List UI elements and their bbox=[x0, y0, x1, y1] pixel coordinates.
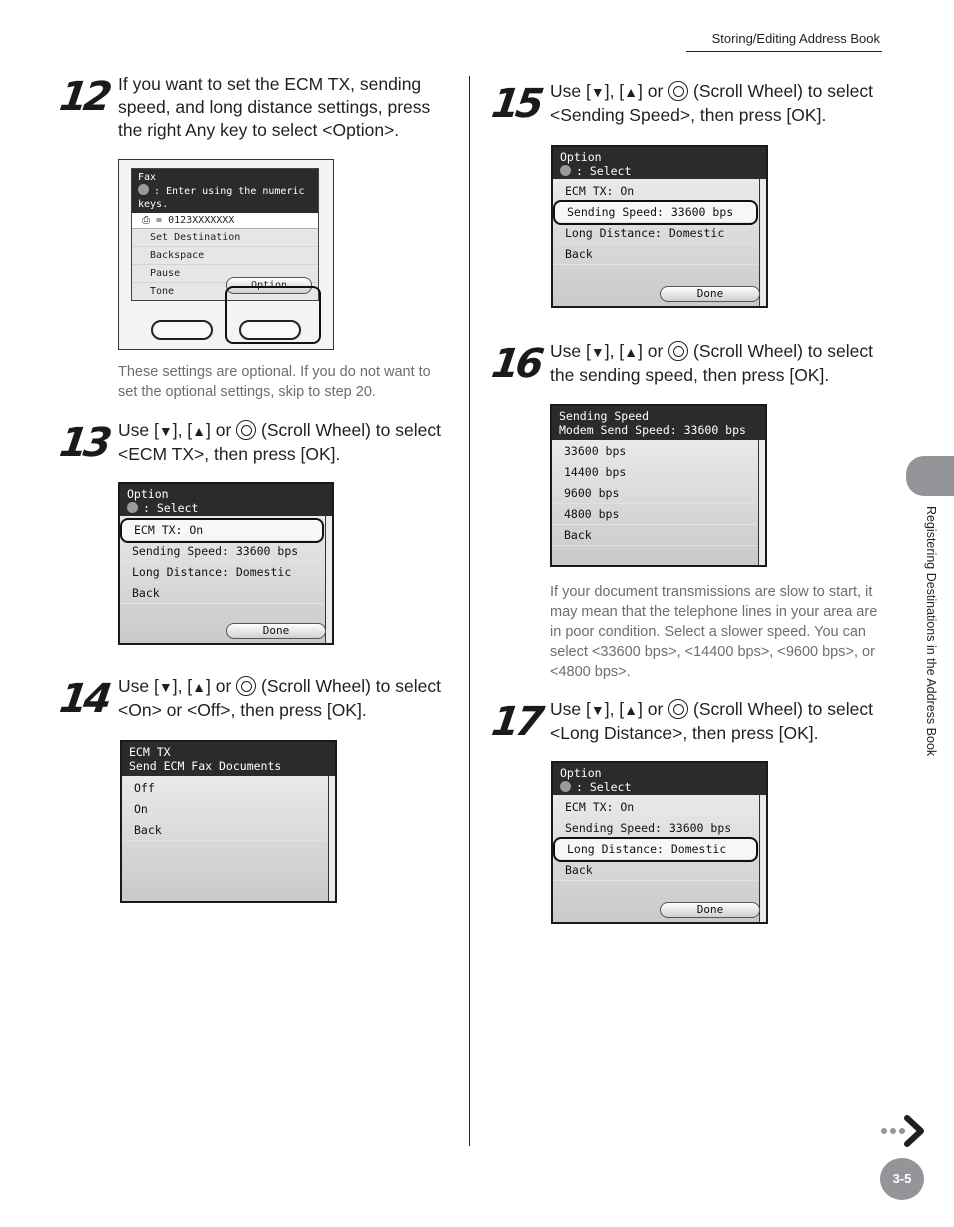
option-list bbox=[553, 181, 758, 265]
screen-title: Option bbox=[560, 150, 602, 164]
list-item-back[interactable]: Back bbox=[120, 583, 324, 604]
fax-menu-item[interactable]: Pause bbox=[132, 265, 318, 283]
fax-number-value: = 0123XXXXXXX bbox=[156, 215, 235, 226]
option-screen-13 bbox=[118, 482, 334, 645]
list-item-4800[interactable]: 4800 bps bbox=[552, 504, 757, 525]
page-number: 3-5 bbox=[880, 1158, 924, 1200]
screen-subtitle: : Select bbox=[143, 501, 199, 515]
screen-title: Option bbox=[560, 766, 602, 780]
scroll-wheel-icon bbox=[668, 699, 688, 719]
screen-title: ECM TX bbox=[129, 745, 171, 759]
step-14-text: Use [▼], [▲] or (Scroll Wheel) to select <On> or <Off>, then press [OK]. bbox=[118, 676, 441, 720]
done-button[interactable]: Done bbox=[226, 623, 326, 639]
scroll-wheel-icon bbox=[236, 420, 256, 440]
right-any-key[interactable] bbox=[239, 320, 301, 340]
ok-key-icon bbox=[138, 184, 149, 195]
screen-subtitle: Send ECM Fax Documents bbox=[129, 759, 282, 773]
step-number-16: 16 bbox=[488, 341, 543, 387]
column-divider bbox=[469, 76, 470, 1146]
fax-screen-subtitle: : Enter using the numeric keys. bbox=[138, 186, 305, 210]
fax-machine-icon: ⎙ bbox=[142, 215, 150, 226]
ok-key-icon bbox=[560, 165, 571, 176]
list-item-ecm-tx[interactable]: ECM TX: On bbox=[122, 520, 322, 541]
step-number-12: 12 bbox=[56, 74, 111, 120]
step-number-14: 14 bbox=[56, 676, 111, 722]
step-16-text: Use [▼], [▲] or (Scroll Wheel) to select the sending speed, then press [OK]. bbox=[550, 341, 873, 385]
list-item-ecm-tx[interactable]: ECM TX: On bbox=[553, 181, 758, 202]
screen-header bbox=[552, 406, 765, 440]
list-item-33600[interactable]: 33600 bps bbox=[552, 441, 757, 462]
list-item-back[interactable]: Back bbox=[122, 820, 327, 841]
list-item-back[interactable]: Back bbox=[553, 244, 758, 265]
scrollbar[interactable] bbox=[758, 440, 765, 565]
fax-device-illustration bbox=[118, 159, 334, 350]
screen-title: Option bbox=[127, 487, 169, 501]
up-arrow-icon: ▲ bbox=[624, 84, 639, 100]
step-13-text: Use [▼], [▲] or (Scroll Wheel) to select <ECM TX>, then press [OK]. bbox=[118, 420, 441, 464]
ok-key-icon bbox=[127, 502, 138, 513]
left-any-key[interactable] bbox=[151, 320, 213, 340]
scrollbar[interactable] bbox=[325, 516, 332, 643]
list-item-14400[interactable]: 14400 bps bbox=[552, 462, 757, 483]
step-12-note: These settings are optional. If you do not want to set the optional settings, skip to step 20. bbox=[118, 364, 431, 400]
list-item-9600[interactable]: 9600 bps bbox=[552, 483, 757, 504]
list-item-long-distance[interactable]: Long Distance: Domestic bbox=[553, 223, 758, 244]
list-item-back[interactable]: Back bbox=[553, 860, 758, 881]
option-list bbox=[553, 797, 758, 881]
list-item-ecm-tx[interactable]: ECM TX: On bbox=[553, 797, 758, 818]
scroll-wheel-icon bbox=[668, 81, 688, 101]
scrollbar[interactable] bbox=[759, 179, 766, 306]
list-item-sending-speed[interactable]: Sending Speed: 33600 bps bbox=[120, 541, 324, 562]
option-button[interactable]: Option bbox=[226, 277, 312, 294]
screen-subtitle: : Select bbox=[576, 164, 632, 178]
fax-menu-item[interactable]: Backspace bbox=[132, 247, 318, 265]
list-item-on[interactable]: On bbox=[122, 799, 327, 820]
list-item-long-distance[interactable]: Long Distance: Domestic bbox=[120, 562, 324, 583]
list-item-off[interactable]: Off bbox=[122, 778, 327, 799]
down-arrow-icon: ▼ bbox=[590, 344, 605, 360]
step-15-text: Use [▼], [▲] or (Scroll Wheel) to select <Sending Speed>, then press [OK]. bbox=[550, 81, 873, 125]
down-arrow-icon: ▼ bbox=[158, 679, 173, 695]
speed-list bbox=[552, 441, 757, 546]
option-screen-15 bbox=[551, 145, 768, 308]
fax-screen bbox=[131, 168, 319, 301]
done-button[interactable]: Done bbox=[660, 902, 760, 918]
next-page-arrow-icon bbox=[880, 1114, 928, 1148]
list-item-sending-speed[interactable]: Sending Speed: 33600 bps bbox=[555, 202, 756, 223]
ok-key-icon bbox=[560, 781, 571, 792]
screen-header bbox=[553, 763, 766, 795]
down-arrow-icon: ▼ bbox=[590, 702, 605, 718]
ecm-option-list bbox=[122, 778, 327, 841]
screen-header bbox=[122, 742, 335, 776]
scrollbar[interactable] bbox=[759, 795, 766, 922]
down-arrow-icon: ▼ bbox=[590, 84, 605, 100]
up-arrow-icon: ▲ bbox=[624, 344, 639, 360]
step-16-note: If your document transmissions are slow to start, it may mean that the telephone lines in your area are in poor condition. Select a slower speed. You can select <33600 bps>, <14400 bps>, <9600 bps>, or <4800 bps>. bbox=[550, 584, 878, 680]
down-arrow-icon: ▼ bbox=[158, 423, 173, 439]
screen-header bbox=[120, 484, 332, 516]
step-number-13: 13 bbox=[56, 420, 111, 466]
up-arrow-icon: ▲ bbox=[192, 423, 207, 439]
list-item-back[interactable]: Back bbox=[552, 525, 757, 546]
screen-subtitle: : Select bbox=[576, 780, 632, 794]
list-item-long-distance[interactable]: Long Distance: Domestic bbox=[555, 839, 756, 860]
done-button[interactable]: Done bbox=[660, 286, 760, 302]
header-rule bbox=[686, 51, 882, 52]
screen-subtitle: Modem Send Speed: 33600 bps bbox=[559, 423, 746, 437]
fax-number-field[interactable] bbox=[132, 213, 318, 229]
fax-menu-item[interactable]: Tone bbox=[132, 283, 318, 301]
step-12-text: If you want to set the ECM TX, sending speed, and long distance settings, press the right Any key to select <Option>. bbox=[118, 74, 431, 140]
running-header: Storing/Editing Address Book bbox=[711, 31, 880, 46]
scroll-wheel-icon bbox=[236, 676, 256, 696]
screen-header bbox=[553, 147, 766, 179]
fax-screen-title: Fax bbox=[138, 172, 157, 183]
chapter-tab bbox=[906, 456, 954, 496]
chapter-side-title: Registering Destinations in the Address Book bbox=[924, 506, 938, 757]
step-number-17: 17 bbox=[488, 699, 543, 745]
up-arrow-icon: ▲ bbox=[192, 679, 207, 695]
screen-title: Sending Speed bbox=[559, 409, 650, 423]
sending-speed-screen bbox=[550, 404, 767, 567]
step-17-text: Use [▼], [▲] or (Scroll Wheel) to select <Long Distance>, then press [OK]. bbox=[550, 699, 873, 743]
fax-menu-item[interactable]: Set Destination bbox=[132, 229, 318, 247]
list-item-sending-speed[interactable]: Sending Speed: 33600 bps bbox=[553, 818, 758, 839]
scrollbar[interactable] bbox=[328, 776, 335, 901]
scroll-wheel-icon bbox=[668, 341, 688, 361]
ecm-tx-screen bbox=[120, 740, 337, 903]
step-number-15: 15 bbox=[488, 81, 543, 127]
option-list bbox=[120, 520, 324, 604]
up-arrow-icon: ▲ bbox=[624, 702, 639, 718]
option-screen-17 bbox=[551, 761, 768, 924]
fax-screen-header bbox=[132, 169, 318, 213]
